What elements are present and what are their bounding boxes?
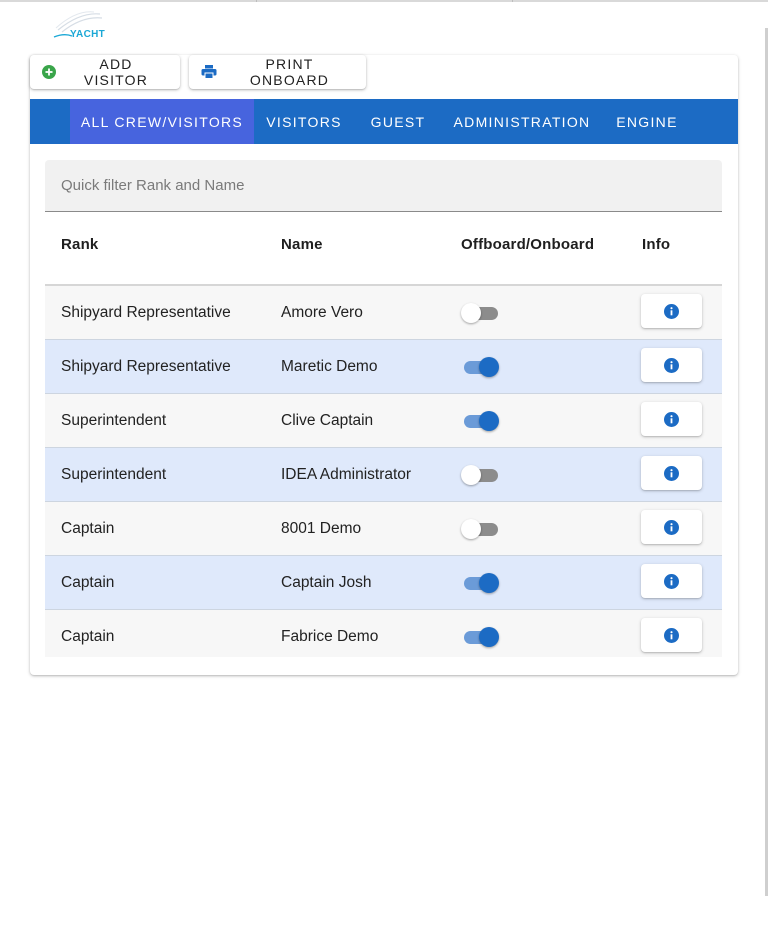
- quick-filter-input[interactable]: [45, 160, 722, 211]
- info-button[interactable]: [641, 564, 702, 598]
- tab-bar: [30, 99, 738, 144]
- quick-filter-field: [45, 160, 722, 212]
- name-cell: Amore Vero: [281, 304, 363, 321]
- table-row: [45, 502, 722, 556]
- onboard-toggle[interactable]: [461, 627, 499, 647]
- rank-cell: Captain: [61, 520, 115, 537]
- info-button[interactable]: [641, 510, 702, 544]
- print-onboard-label: PRINT ONBOARD: [249, 56, 330, 88]
- column-header-rank[interactable]: Rank: [61, 236, 99, 253]
- printer-icon: [201, 65, 217, 79]
- table-row: [45, 448, 722, 502]
- rank-cell: Superintendent: [61, 466, 167, 483]
- column-header-offboard-onboard[interactable]: Offboard/Onboard: [461, 236, 595, 253]
- tab-visitors[interactable]: VISITORS: [266, 113, 342, 130]
- plus-circle-icon: [42, 65, 56, 79]
- info-button[interactable]: [641, 294, 702, 328]
- column-header-name[interactable]: Name: [281, 236, 323, 253]
- table-row: [45, 394, 722, 448]
- crew-visitors-card: [30, 55, 738, 675]
- table-row: [45, 340, 722, 394]
- info-circle-icon: [664, 304, 679, 319]
- info-button[interactable]: [641, 456, 702, 490]
- onboard-toggle[interactable]: [461, 465, 499, 485]
- table-row: [45, 286, 722, 340]
- tab-all-crew-visitors[interactable]: ALL CREW/VISITORS: [70, 99, 254, 144]
- yacht-logo: [52, 10, 112, 42]
- name-cell: 8001 Demo: [281, 520, 362, 537]
- info-circle-icon: [664, 574, 679, 589]
- rank-cell: Superintendent: [61, 412, 167, 429]
- rank-cell: Captain: [61, 628, 115, 645]
- info-button[interactable]: [641, 402, 702, 436]
- tab-administration[interactable]: ADMINISTRATION: [453, 113, 591, 130]
- info-circle-icon: [664, 628, 679, 643]
- name-cell: Maretic Demo: [281, 358, 378, 375]
- add-visitor-label: ADD VISITOR: [83, 56, 149, 88]
- onboard-toggle[interactable]: [461, 573, 499, 593]
- info-circle-icon: [664, 466, 679, 481]
- onboard-toggle[interactable]: [461, 411, 499, 431]
- onboard-toggle[interactable]: [461, 357, 499, 377]
- rank-cell: Shipyard Representative: [61, 358, 231, 375]
- print-onboard-button[interactable]: [189, 55, 366, 89]
- info-button[interactable]: [641, 348, 702, 382]
- add-visitor-button[interactable]: [30, 55, 180, 89]
- info-circle-icon: [664, 412, 679, 427]
- browser-top-border: [0, 0, 768, 2]
- info-button[interactable]: [641, 618, 702, 652]
- column-header-info[interactable]: Info: [642, 236, 671, 253]
- name-cell: Fabrice Demo: [281, 628, 379, 645]
- table-row: [45, 610, 722, 657]
- info-circle-icon: [664, 358, 679, 373]
- name-cell: Captain Josh: [281, 574, 372, 591]
- onboard-toggle[interactable]: [461, 303, 499, 323]
- table-header: [45, 212, 722, 286]
- tab-guest[interactable]: GUEST: [370, 113, 426, 130]
- logo-text: YACHT: [70, 29, 106, 40]
- tab-engine[interactable]: ENGINE: [616, 113, 678, 130]
- rank-cell: Captain: [61, 574, 115, 591]
- name-cell: Clive Captain: [281, 412, 374, 429]
- info-circle-icon: [664, 520, 679, 535]
- table-row: [45, 556, 722, 610]
- onboard-toggle[interactable]: [461, 519, 499, 539]
- rank-cell: Shipyard Representative: [61, 304, 231, 321]
- crew-table: [45, 212, 722, 657]
- name-cell: IDEA Administrator: [281, 466, 412, 483]
